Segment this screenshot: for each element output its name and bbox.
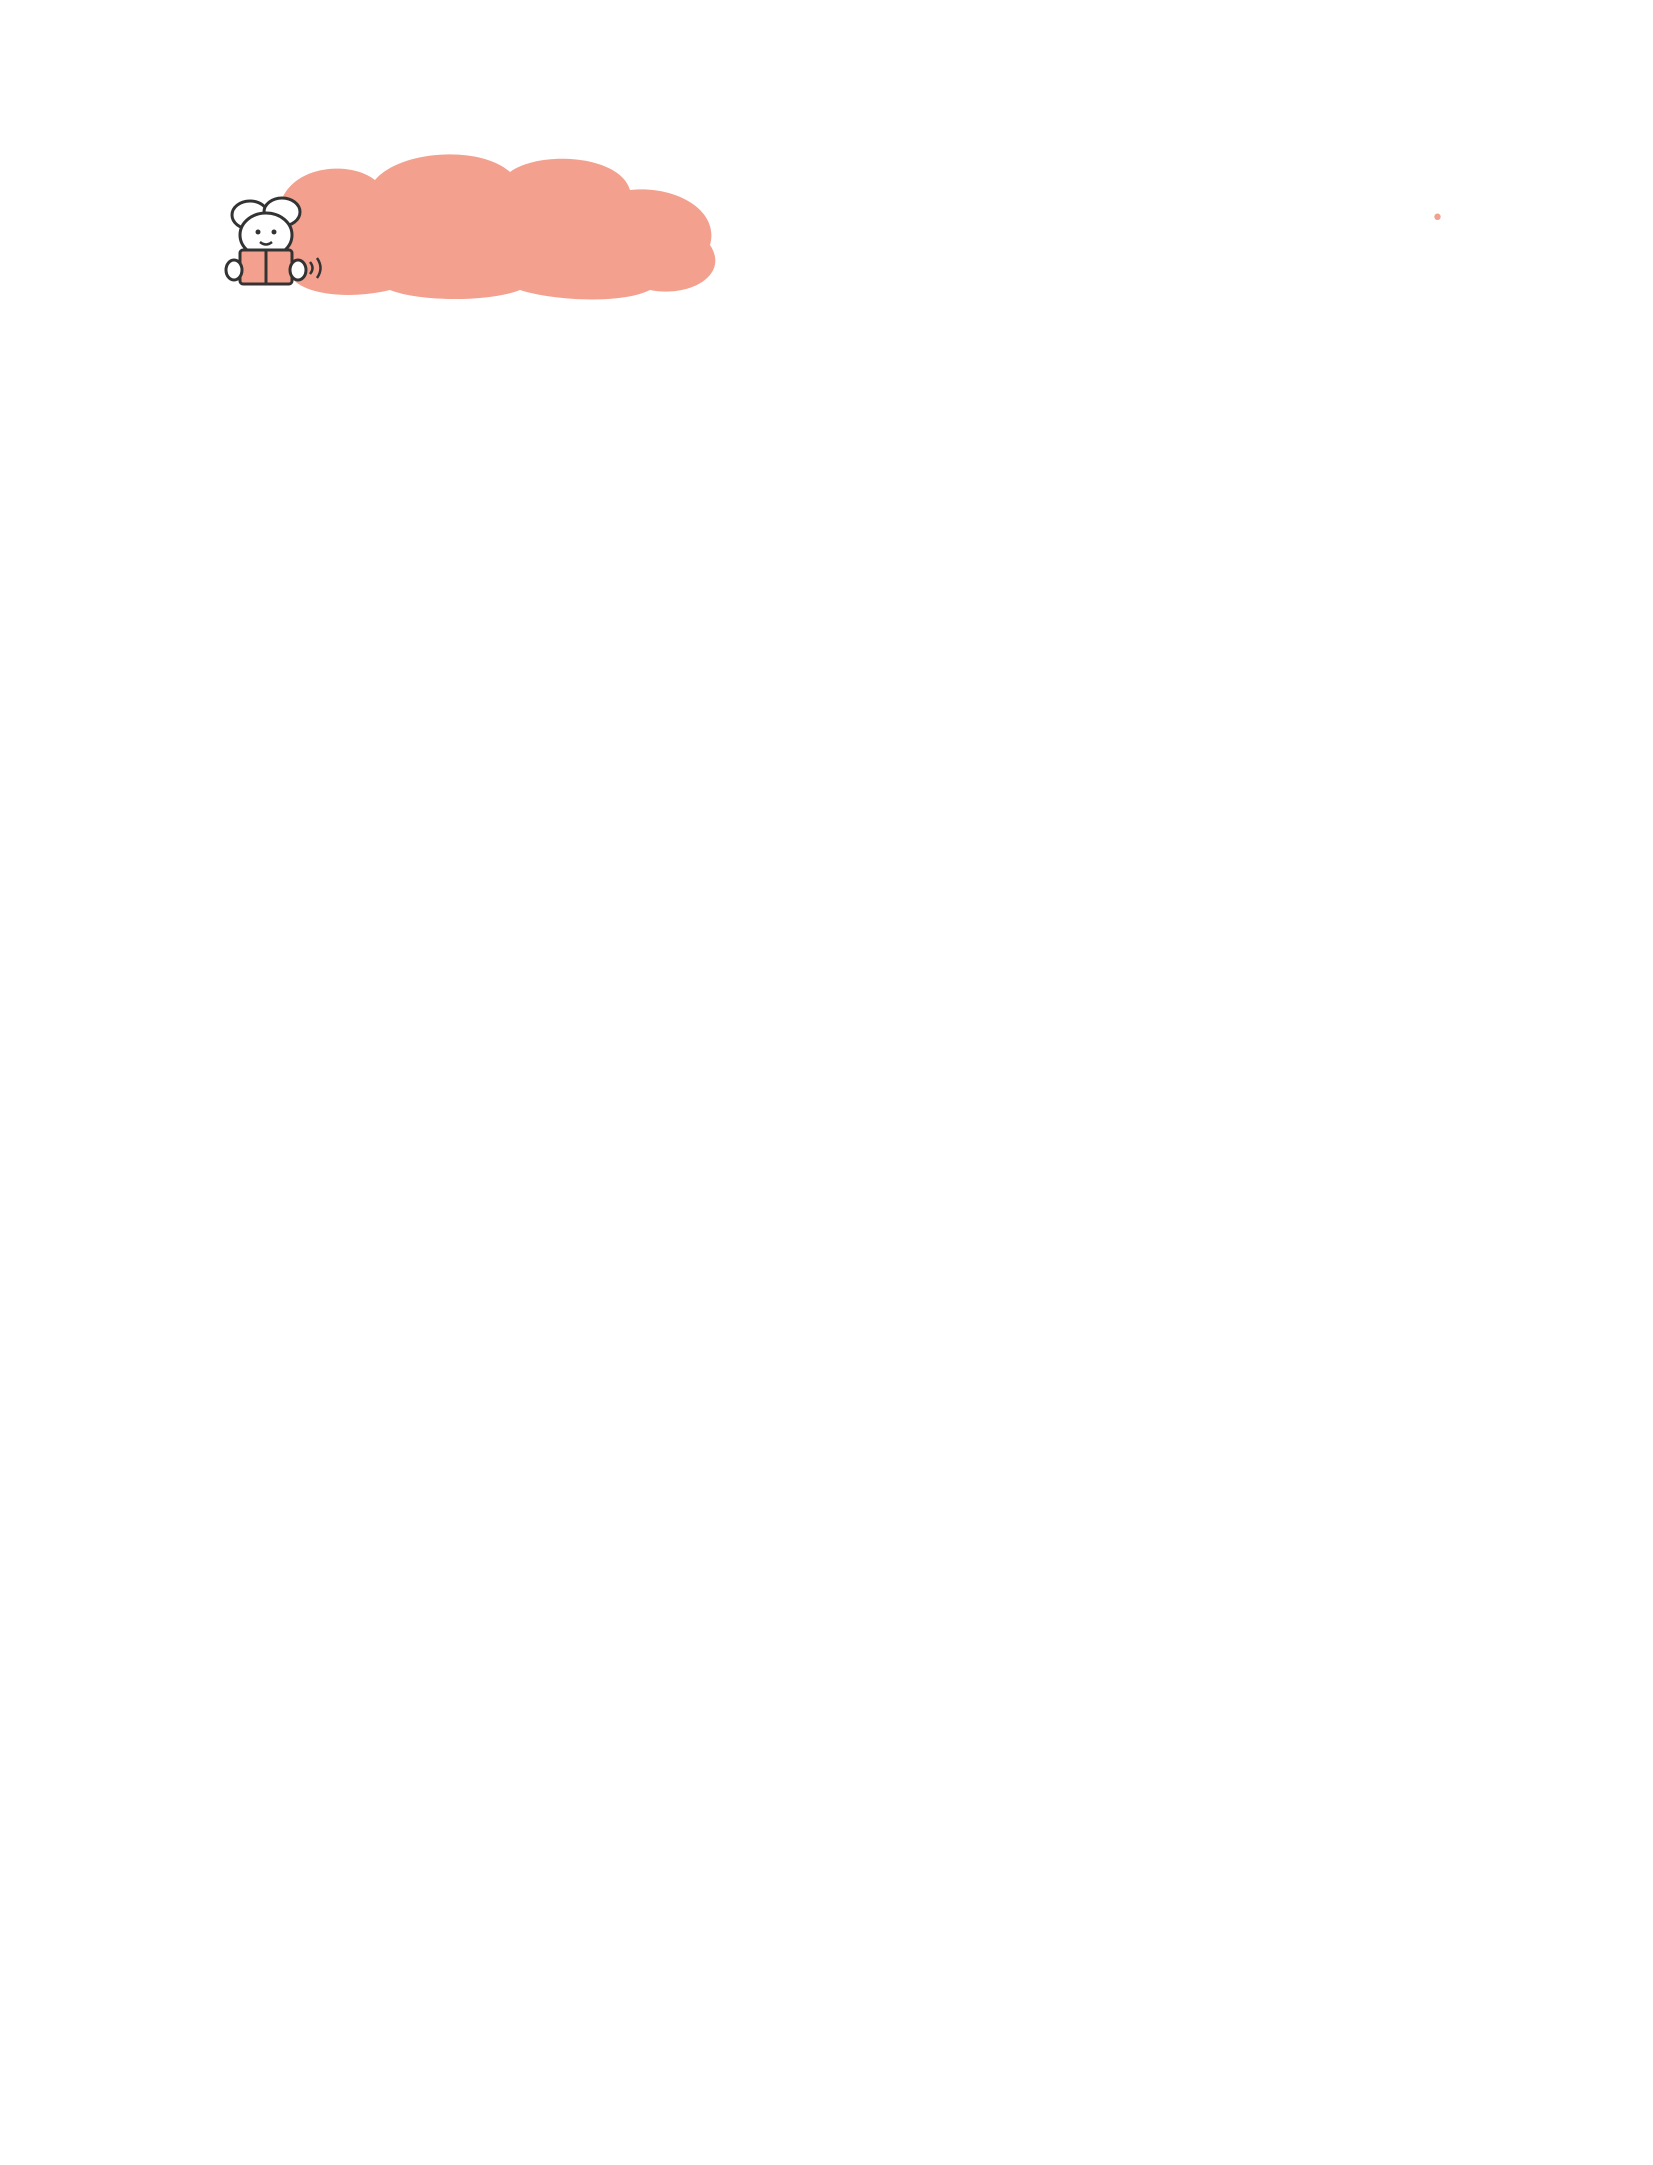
answers-row-1	[360, 362, 1480, 406]
footer	[1518, 2048, 1526, 2077]
answers-row-2	[360, 406, 1480, 450]
cloud-shape	[261, 154, 715, 299]
separator-dot: •	[1431, 206, 1444, 231]
page-reference	[1425, 206, 1450, 231]
review-test-banner	[220, 150, 730, 300]
answers-section	[360, 362, 1480, 450]
